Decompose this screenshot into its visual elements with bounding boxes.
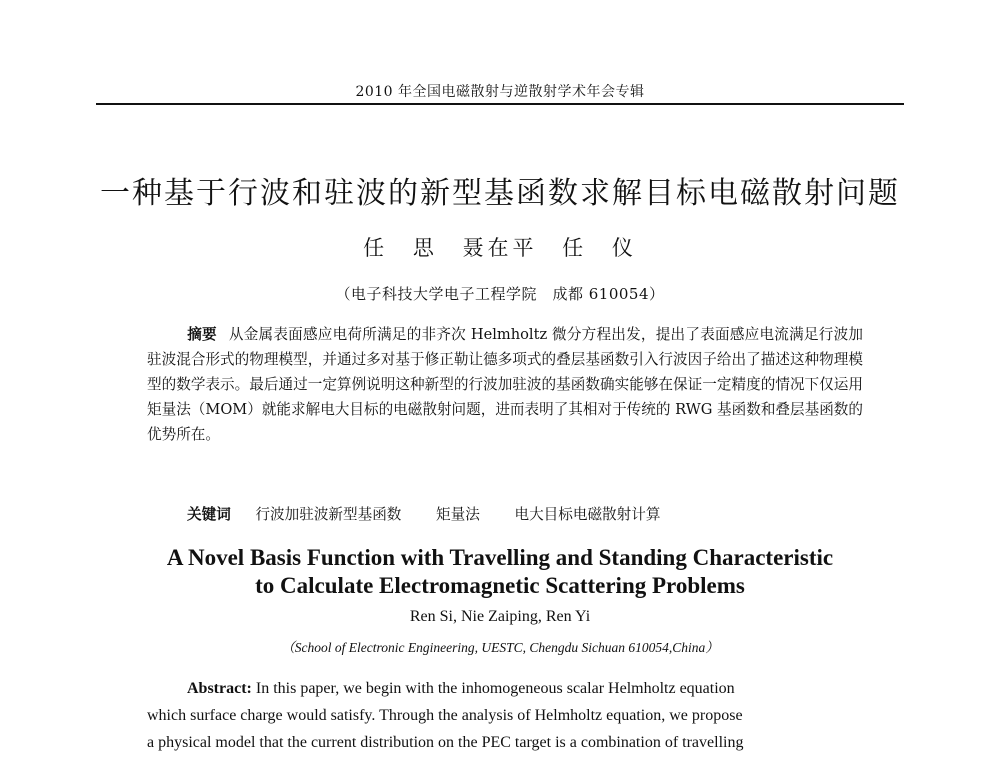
keyword: 行波加驻波新型基函数 bbox=[255, 506, 402, 523]
english-abstract-label: Abstract: bbox=[187, 680, 252, 697]
chinese-abstract-text: 从金属表面感应电荷所满足的非齐次 Helmholtz 微分方程出发，提出了表面感应电流满足行波加驻波混合形式的物理模型，并通过多对基于修正勒让德多项式的叠层基函数引入行波因子给出了描述这种物理模型的数学表示。最后通过一定算例说明这种新型的行波加驻波的基函数确实能够在保证一定精度的情况下仅运用矩量法（MOM）就能求解电大目标的电磁散射问题，进而表明了其相对于传统的 RWG 基函数和叠层基函数的优势所在。 bbox=[147, 326, 863, 443]
english-title-line: A Novel Basis Function with Travelling and Standing Characteristic bbox=[166, 545, 834, 570]
english-abstract bbox=[147, 675, 863, 756]
english-title bbox=[0, 544, 1000, 600]
header-rule bbox=[96, 103, 904, 105]
english-abstract-text: In this paper, we begin with the inhomogeneous scalar Helmholtz equation bbox=[255, 680, 735, 697]
chinese-abstract bbox=[147, 322, 863, 447]
chinese-affiliation: （电子科技大学电子工程学院 成都 610054） bbox=[335, 285, 665, 303]
chinese-abstract-label: 摘要 bbox=[187, 326, 217, 343]
english-abstract-line: a physical model that the current distribution on the PEC target is a combination of travelling bbox=[147, 734, 744, 751]
chinese-authors: 任 思 聂在平 任 仪 bbox=[363, 236, 637, 260]
keyword: 电大目标电磁散射计算 bbox=[514, 506, 661, 523]
running-header: 2010 年全国电磁散射与逆散射学术年会专辑 bbox=[355, 84, 645, 100]
english-title-line: to Calculate Electromagnetic Scattering Problems bbox=[255, 573, 745, 598]
english-affiliation: （School of Electronic Engineering, UESTC, Chengdu Sichuan 610054,China） bbox=[281, 640, 719, 655]
keyword: 矩量法 bbox=[436, 506, 480, 523]
chinese-title: 一种基于行波和驻波的新型基函数求解目标电磁散射问题 bbox=[100, 176, 900, 211]
chinese-keywords bbox=[187, 502, 867, 527]
english-abstract-line: which surface charge would satisfy. Through the analysis of Helmholtz equation, we propose bbox=[147, 707, 743, 724]
english-abstract-line bbox=[147, 675, 863, 702]
chinese-keywords-label: 关键词 bbox=[187, 506, 231, 523]
english-authors: Ren Si, Nie Zaiping, Ren Yi bbox=[409, 608, 591, 625]
